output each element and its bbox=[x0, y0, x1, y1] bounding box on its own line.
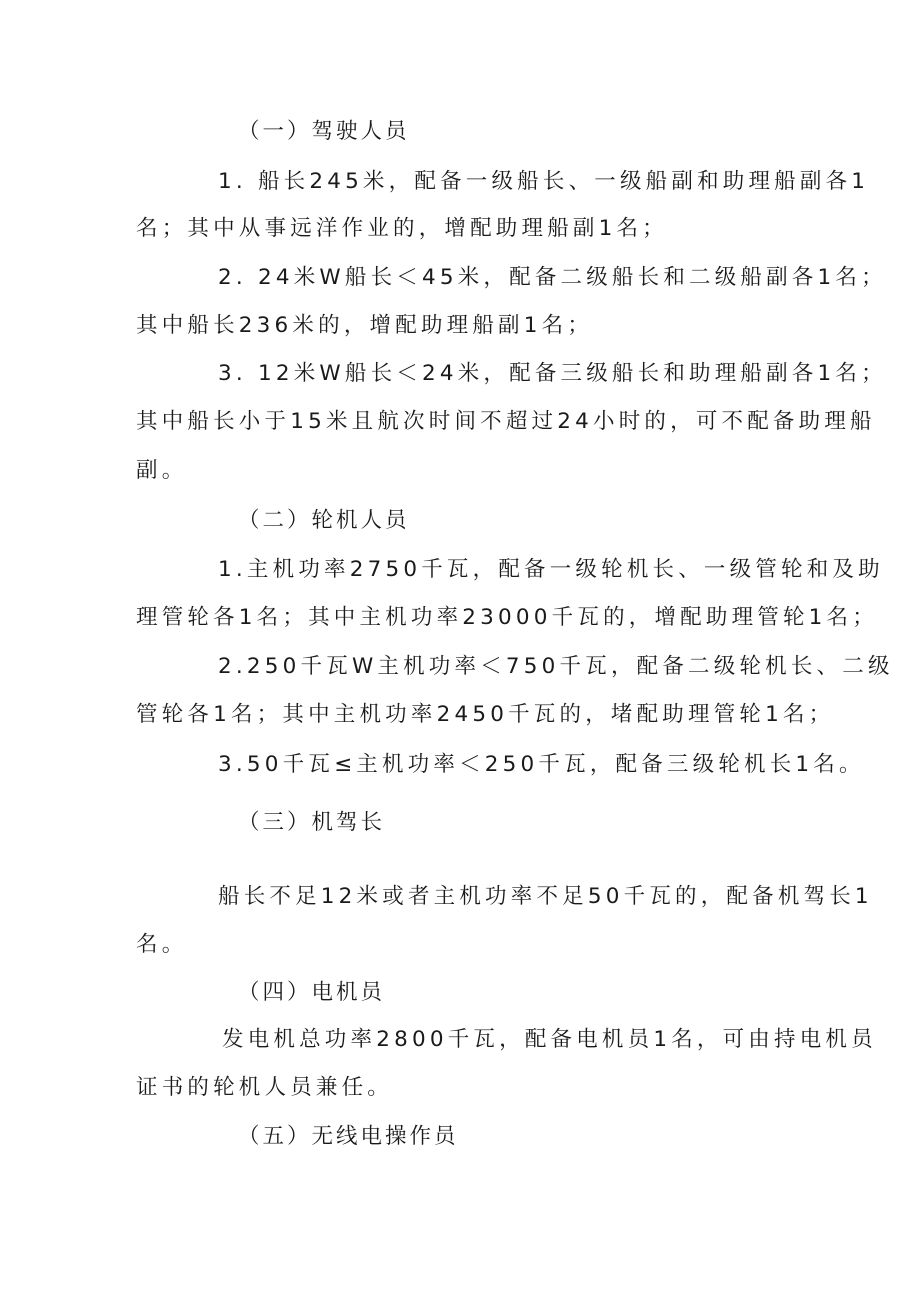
paragraph-1-3-line-1: 3. 12米W船长＜24米，配备三级船长和助理船副各1名； bbox=[218, 361, 887, 386]
paragraph-2-2-line-2: 管轮各1名；其中主机功率2450千瓦的，堵配助理管轮1名； bbox=[136, 702, 835, 727]
paragraph-1-2-line-1: 2. 24米W船长＜45米，配备二级船长和二级船副各1名； bbox=[218, 265, 887, 290]
section-heading-5: （五）无线电操作员 bbox=[238, 1124, 459, 1149]
paragraph-3-1-line-1: 船长不足12米或者主机功率不足50千瓦的，配备机驾长1 bbox=[218, 884, 873, 909]
paragraph-2-2-line-1: 2.250千瓦W主机功率＜750千瓦，配备二级轮机长、二级 bbox=[218, 654, 894, 679]
paragraph-1-2-line-2: 其中船长236米的，增配助理船副1名； bbox=[136, 313, 594, 338]
paragraph-2-1-line-2: 理管轮各1名；其中主机功率23000千瓦的，增配助理管轮1名； bbox=[136, 605, 878, 630]
section-heading-4: （四）电机员 bbox=[238, 980, 386, 1005]
paragraph-2-1-line-1: 1.主机功率2750千瓦，配备一级轮机长、一级管轮和及助 bbox=[218, 557, 884, 582]
section-heading-3: （三）机驾长 bbox=[238, 810, 386, 835]
section-heading-1: （一）驾驶人员 bbox=[238, 119, 410, 144]
paragraph-1-1-line-2: 名；其中从事远洋作业的，增配助理船副1名； bbox=[136, 216, 668, 241]
paragraph-3-1-line-2: 名。 bbox=[136, 932, 188, 957]
paragraph-1-3-line-2: 其中船长小于15米且航次时间不超过24小时的，可不配备助理船 bbox=[136, 409, 876, 434]
paragraph-2-3-line-1: 3.50千瓦≤主机功率＜250千瓦，配备三级轮机长1名。 bbox=[218, 752, 865, 777]
paragraph-1-3-line-3: 副。 bbox=[136, 458, 188, 483]
paragraph-1-1-line-1: 1. 船长245米，配备一级船长、一级船副和助理船副各1 bbox=[218, 169, 870, 194]
paragraph-4-1-line-1: 发电机总功率2800千瓦，配备电机员1名，可由持电机员 bbox=[222, 1027, 877, 1052]
paragraph-4-1-line-2: 证书的轮机人员兼任。 bbox=[136, 1075, 394, 1100]
section-heading-2: （二）轮机人员 bbox=[238, 508, 410, 533]
